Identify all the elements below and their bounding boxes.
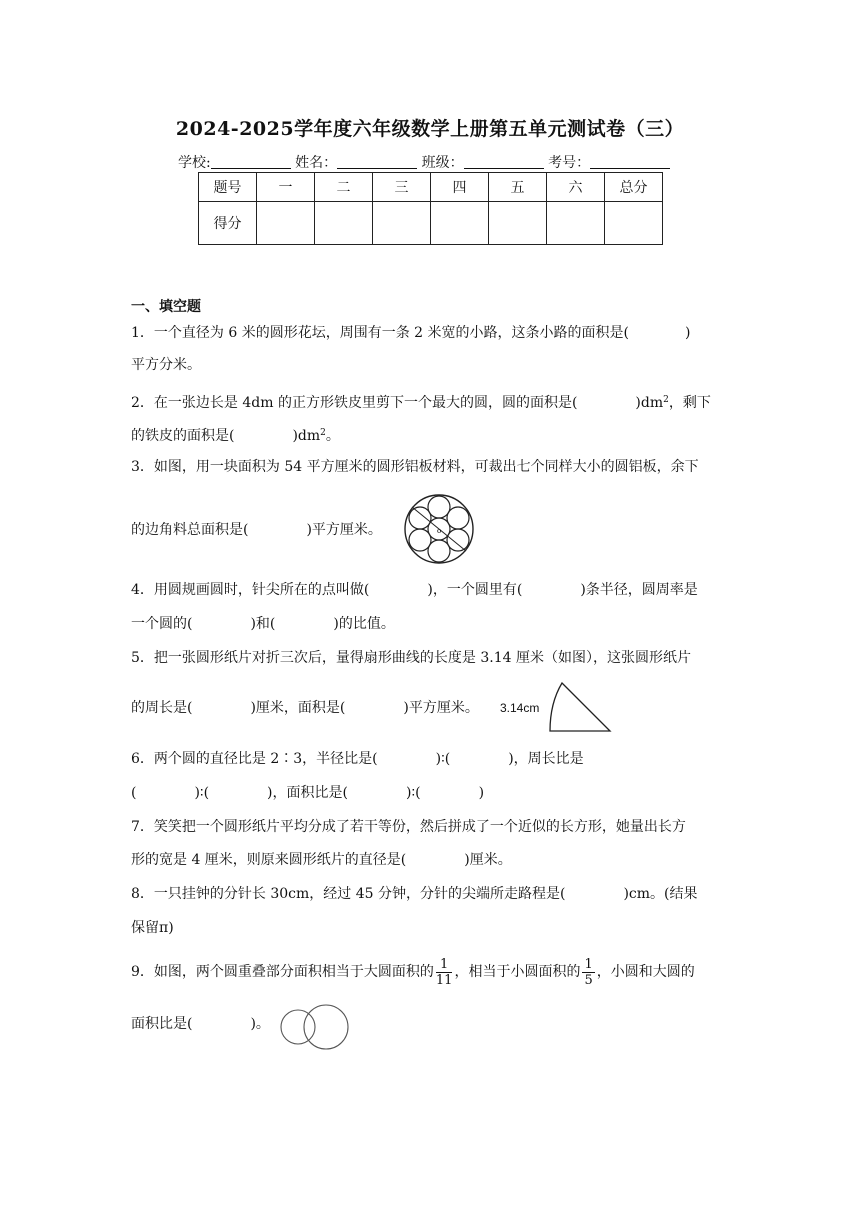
q9-text-b: ，相当于小圆面积的 — [454, 964, 581, 980]
score-row — [199, 202, 663, 245]
exam-no-label: 考号： — [548, 155, 591, 171]
question-9-line-2 — [131, 1015, 270, 1033]
q8-text-b: )cm。(结果 — [623, 886, 698, 902]
q4-text-b: )，一个圆里有( — [427, 582, 523, 598]
seven-circles-figure — [402, 493, 476, 565]
q2-text-b: )dm — [635, 395, 664, 411]
question-8-line-2: 保留π) — [131, 920, 174, 936]
question-3-line-2 — [131, 521, 382, 539]
question-1-line-1 — [131, 324, 690, 342]
question-1-line-2: 平方分米。 — [131, 357, 201, 373]
score-header-cell: 题号 — [199, 173, 257, 202]
question-7-line-1: 7．笑笑把一个圆形纸片平均分成了若干等份，然后拼成了一个近似的长方形，她量出长方 — [131, 819, 686, 835]
score-header-cell: 五 — [489, 173, 547, 202]
score-header-cell: 四 — [431, 173, 489, 202]
q6-text-g: )∶( — [405, 785, 421, 801]
q2-text-a: 2．在一张边长是 4dm 的正方形铁皮里剪下一个最大的圆，圆的面积是( — [131, 395, 578, 411]
q4-text-f: )的比值。 — [333, 616, 395, 632]
question-4-line-1 — [131, 581, 698, 599]
q9-text-a: 9．如图，两个圆重叠部分面积相当于大圆面积的 — [131, 964, 434, 980]
question-2-line-1 — [131, 391, 711, 412]
superscript: 2 — [663, 395, 669, 405]
question-7-line-2 — [131, 851, 512, 869]
q6-text-e: )∶( — [194, 785, 210, 801]
q6-text-b: )∶( — [435, 751, 451, 767]
score-header-cell: 总分 — [605, 173, 663, 202]
center-label: o — [437, 527, 442, 535]
score-cell[interactable] — [257, 202, 315, 245]
score-header-cell: 一 — [257, 173, 315, 202]
q2-text-f: 。 — [325, 428, 340, 444]
q9-text-d: 面积比是( — [131, 1016, 193, 1032]
q5-text-b: )厘米，面积是( — [250, 700, 346, 716]
question-6-line-1 — [131, 750, 584, 768]
score-row-label: 得分 — [199, 202, 257, 245]
fraction-numerator: 1 — [436, 957, 453, 973]
question-5-line-2 — [131, 699, 479, 717]
q4-text-a: 4．用圆规画圆时，针尖所在的点叫做( — [131, 582, 370, 598]
q4-text-e: )和( — [250, 616, 276, 632]
q1-text-b: ) — [684, 325, 691, 341]
section-heading: 一、填空题 — [131, 299, 201, 315]
fraction-denominator: 5 — [584, 972, 593, 988]
q6-text-a: 6．两个圆的直径比是 2∶3，半径比是( — [131, 751, 378, 767]
q3-text-a: 的边角料总面积是( — [131, 522, 249, 538]
q9-text-c: ，小圆和大圆的 — [596, 964, 695, 980]
fraction-denominator: 11 — [435, 972, 453, 988]
score-cell[interactable] — [431, 202, 489, 245]
score-header-cell: 六 — [547, 173, 605, 202]
q7-text-a: 形的宽是 4 厘米，则原来圆形纸片的直径是( — [131, 852, 407, 868]
score-header-row — [199, 173, 663, 202]
score-header-cell: 二 — [315, 173, 373, 202]
score-header-cell: 三 — [373, 173, 431, 202]
q4-text-c: )条半径，圆周率是 — [580, 582, 698, 598]
q2-text-c: ，剩下 — [668, 395, 711, 411]
score-cell[interactable] — [547, 202, 605, 245]
question-4-line-2 — [131, 615, 395, 633]
page-title: 2024-2025学年度六年级数学上册第五单元测试卷（三） — [175, 118, 685, 140]
name-blank[interactable] — [337, 154, 417, 169]
fraction-one-fifth — [582, 957, 594, 988]
q6-text-c: )，周长比是 — [508, 751, 584, 767]
score-cell[interactable] — [489, 202, 547, 245]
q3-text-b: )平方厘米。 — [306, 522, 382, 538]
score-cell[interactable] — [315, 202, 373, 245]
q1-text-a: 1．一个直径为 6 米的圆形花坛，周围有一条 2 米宽的小路，这条小路的面积是( — [131, 325, 629, 341]
student-info-line — [178, 152, 670, 172]
q4-text-d: 一个圆的( — [131, 616, 193, 632]
question-9-line-1 — [131, 955, 695, 989]
school-label: 学校: — [178, 155, 211, 171]
class-blank[interactable] — [464, 154, 544, 169]
q6-text-f: )，面积比是( — [267, 785, 348, 801]
name-label: 姓名： — [295, 155, 338, 171]
q9-text-e: )。 — [250, 1016, 270, 1032]
sector-label: 3.14cm — [500, 701, 540, 715]
score-table — [198, 172, 663, 245]
q8-text-a: 8．一只挂钟的分针长 30cm，经过 45 分钟，分针的尖端所走路程是( — [131, 886, 566, 902]
q6-text-h: ) — [478, 785, 485, 801]
exam-no-blank[interactable] — [590, 154, 670, 169]
score-cell[interactable] — [373, 202, 431, 245]
question-6-line-2 — [131, 784, 484, 802]
question-3-line-1: 3．如图，用一块面积为 54 平方厘米的圆形铝板材料，可裁出七个同样大小的圆铝板，余下 — [131, 459, 699, 475]
superscript: 2 — [320, 428, 326, 438]
question-2-line-2 — [131, 424, 340, 445]
q7-text-b: )厘米。 — [464, 852, 512, 868]
q2-text-d: 的铁皮的面积是( — [131, 428, 235, 444]
question-8-line-1 — [131, 885, 698, 903]
q5-text-a: 的周长是( — [131, 700, 193, 716]
score-cell[interactable] — [605, 202, 663, 245]
q6-text-d: ( — [131, 785, 137, 801]
sector-figure — [548, 681, 614, 733]
q2-text-e: )dm — [292, 428, 321, 444]
fraction-one-eleventh — [436, 957, 453, 988]
question-5-line-1: 5．把一张圆形纸片对折三次后，量得扇形曲线的长度是 3.14 厘米（如图），这张圆形纸片 — [131, 650, 691, 666]
overlapping-circles-figure — [278, 1004, 352, 1050]
fraction-numerator: 1 — [584, 956, 593, 972]
q5-text-c: )平方厘米。 — [403, 700, 479, 716]
class-label: 班级： — [421, 155, 464, 171]
school-blank[interactable] — [211, 154, 291, 169]
